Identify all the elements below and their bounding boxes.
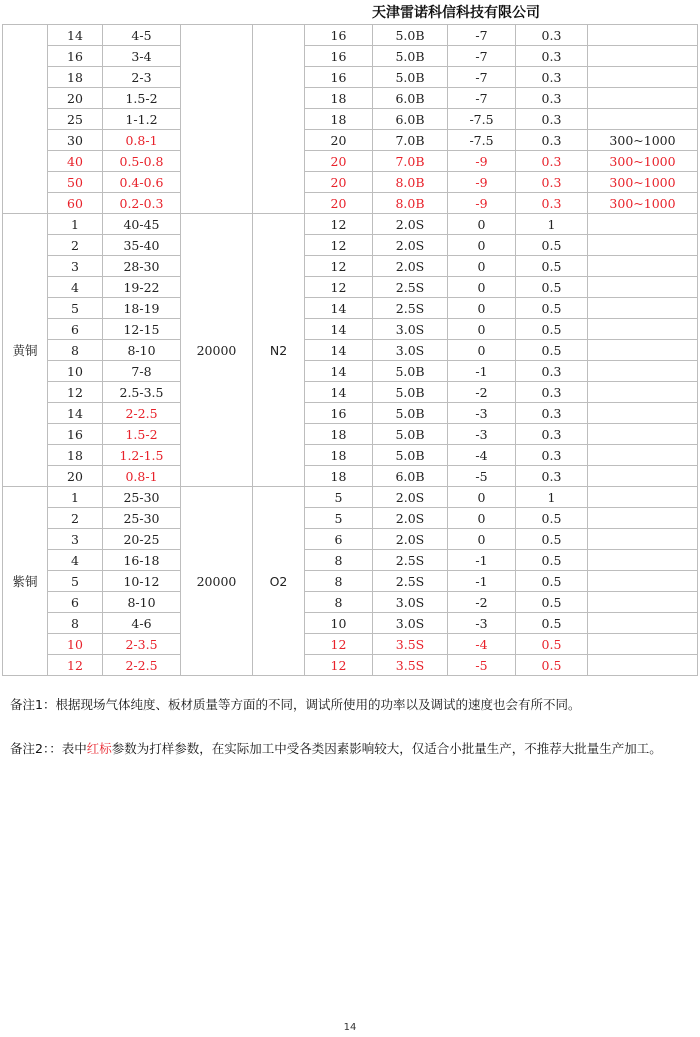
focal-length-cell: 18 [305,466,373,487]
focal-length-cell: 20 [305,172,373,193]
height-cell: 0.3 [516,172,588,193]
thickness-cell: 50 [48,172,103,193]
frequency-cell [588,109,698,130]
speed-cell: 3-4 [103,46,181,67]
thickness-cell: 1 [48,487,103,508]
focal-length-cell: 14 [305,340,373,361]
speed-cell: 10-12 [103,571,181,592]
table-row [3,571,698,592]
focal-length-cell: 16 [305,46,373,67]
height-cell: 0.5 [516,235,588,256]
nozzle-cell: 8.0B [373,172,448,193]
frequency-cell [588,571,698,592]
height-cell: 0.3 [516,130,588,151]
height-cell: 0.5 [516,508,588,529]
thickness-cell: 16 [48,46,103,67]
frequency-cell [588,319,698,340]
laser-power-cell: 20000 [181,214,253,487]
frequency-cell [588,25,698,46]
height-cell: 0.3 [516,466,588,487]
table-row [3,256,698,277]
thickness-cell: 16 [48,424,103,445]
table-row [3,235,698,256]
table-row [3,634,698,655]
table-row [3,529,698,550]
height-cell: 0.5 [516,634,588,655]
height-cell: 0.5 [516,319,588,340]
frequency-cell [588,277,698,298]
nozzle-cell: 5.0B [373,403,448,424]
table-row [3,214,698,235]
speed-cell: 35-40 [103,235,181,256]
focus-cell: 0 [448,214,516,235]
nozzle-cell: 6.0B [373,109,448,130]
thickness-cell: 12 [48,382,103,403]
frequency-cell [588,382,698,403]
height-cell: 1 [516,487,588,508]
thickness-cell: 18 [48,67,103,88]
speed-cell: 1-1.2 [103,109,181,130]
nozzle-cell: 3.0S [373,613,448,634]
height-cell: 0.5 [516,277,588,298]
frequency-cell: 300~1000 [588,130,698,151]
nozzle-cell: 2.5S [373,298,448,319]
focus-cell: -7 [448,46,516,67]
focus-cell: -9 [448,193,516,214]
height-cell: 0.3 [516,88,588,109]
material-cell [3,25,48,214]
frequency-cell [588,256,698,277]
table-row [3,130,698,151]
focal-length-cell: 20 [305,130,373,151]
note-2-suffix: 参数为打样参数，在实际加工中受各类因素影响较大，仅适合小批量生产，不推荐大批量生产加工。 [111,741,662,756]
nozzle-cell: 8.0B [373,193,448,214]
table-row [3,193,698,214]
focus-cell: 0 [448,277,516,298]
speed-cell: 19-22 [103,277,181,298]
cutting-parameter-table [2,24,698,676]
focus-cell: -4 [448,634,516,655]
frequency-cell [588,445,698,466]
height-cell: 0.3 [516,382,588,403]
thickness-cell: 18 [48,445,103,466]
speed-cell: 1.2-1.5 [103,445,181,466]
height-cell: 0.3 [516,193,588,214]
nozzle-cell: 5.0B [373,382,448,403]
frequency-cell [588,46,698,67]
table-row [3,151,698,172]
gas-cell [253,25,305,214]
thickness-cell: 40 [48,151,103,172]
height-cell: 0.5 [516,655,588,676]
focus-cell: 0 [448,529,516,550]
nozzle-cell: 2.5S [373,277,448,298]
material-cell: 紫铜 [3,487,48,676]
nozzle-cell: 3.0S [373,592,448,613]
table-row [3,445,698,466]
thickness-cell: 8 [48,340,103,361]
gas-cell: O2 [253,487,305,676]
focus-cell: -2 [448,382,516,403]
focal-length-cell: 14 [305,361,373,382]
speed-cell: 28-30 [103,256,181,277]
nozzle-cell: 5.0B [373,445,448,466]
focal-length-cell: 5 [305,508,373,529]
nozzle-cell: 7.0B [373,151,448,172]
focus-cell: -7 [448,25,516,46]
height-cell: 0.5 [516,529,588,550]
table-row [3,508,698,529]
frequency-cell [588,466,698,487]
thickness-cell: 5 [48,571,103,592]
focus-cell: -1 [448,550,516,571]
speed-cell: 2-2.5 [103,403,181,424]
focal-length-cell: 14 [305,298,373,319]
page-number: 14 [343,1022,357,1033]
table-row [3,361,698,382]
table-row [3,88,698,109]
focal-length-cell: 14 [305,382,373,403]
height-cell: 0.5 [516,340,588,361]
focal-length-cell: 10 [305,613,373,634]
focus-cell: -5 [448,655,516,676]
height-cell: 0.3 [516,67,588,88]
thickness-cell: 6 [48,592,103,613]
focal-length-cell: 6 [305,529,373,550]
focus-cell: 0 [448,256,516,277]
height-cell: 0.5 [516,571,588,592]
thickness-cell: 20 [48,466,103,487]
thickness-cell: 10 [48,361,103,382]
thickness-cell: 25 [48,109,103,130]
table-row [3,382,698,403]
speed-cell: 16-18 [103,550,181,571]
nozzle-cell: 5.0B [373,67,448,88]
table-row [3,466,698,487]
frequency-cell: 300~1000 [588,172,698,193]
table-row [3,487,698,508]
table-row [3,655,698,676]
focal-length-cell: 12 [305,256,373,277]
height-cell: 0.3 [516,46,588,67]
nozzle-cell: 2.5S [373,550,448,571]
focal-length-cell: 14 [305,319,373,340]
focus-cell: -3 [448,424,516,445]
focus-cell: 0 [448,487,516,508]
nozzle-cell: 6.0B [373,88,448,109]
nozzle-cell: 6.0B [373,466,448,487]
height-cell: 0.3 [516,424,588,445]
speed-cell: 18-19 [103,298,181,319]
focus-cell: 0 [448,340,516,361]
speed-cell: 0.5-0.8 [103,151,181,172]
speed-cell: 40-45 [103,214,181,235]
speed-cell: 7-8 [103,361,181,382]
table-row [3,550,698,571]
focus-cell: -7.5 [448,130,516,151]
frequency-cell: 300~1000 [588,193,698,214]
speed-cell: 2-3 [103,67,181,88]
frequency-cell [588,298,698,319]
nozzle-cell: 2.5S [373,571,448,592]
nozzle-cell: 3.5S [373,634,448,655]
table-row [3,172,698,193]
focal-length-cell: 8 [305,550,373,571]
thickness-cell: 5 [48,298,103,319]
height-cell: 0.3 [516,445,588,466]
frequency-cell [588,403,698,424]
frequency-cell [588,67,698,88]
gas-cell: N2 [253,214,305,487]
focus-cell: -4 [448,445,516,466]
speed-cell: 8-10 [103,340,181,361]
thickness-cell: 4 [48,550,103,571]
nozzle-cell: 5.0B [373,424,448,445]
focal-length-cell: 20 [305,151,373,172]
laser-power-cell: 20000 [181,487,253,676]
focal-length-cell: 12 [305,655,373,676]
frequency-cell [588,529,698,550]
company-name: 天津雷诺科信科技有限公司 [372,5,540,21]
speed-cell: 20-25 [103,529,181,550]
focus-cell: -7.5 [448,109,516,130]
focus-cell: -9 [448,151,516,172]
height-cell: 0.3 [516,403,588,424]
thickness-cell: 2 [48,508,103,529]
nozzle-cell: 5.0B [373,46,448,67]
focus-cell: -3 [448,403,516,424]
frequency-cell [588,613,698,634]
focal-length-cell: 12 [305,235,373,256]
focal-length-cell: 20 [305,193,373,214]
height-cell: 0.5 [516,550,588,571]
height-cell: 0.3 [516,361,588,382]
speed-cell: 4-6 [103,613,181,634]
nozzle-cell: 5.0B [373,25,448,46]
height-cell: 0.3 [516,109,588,130]
thickness-cell: 3 [48,256,103,277]
focal-length-cell: 12 [305,277,373,298]
frequency-cell [588,655,698,676]
focal-length-cell: 12 [305,634,373,655]
focus-cell: -1 [448,361,516,382]
nozzle-cell: 3.5S [373,655,448,676]
focus-cell: -2 [448,592,516,613]
focal-length-cell: 16 [305,67,373,88]
thickness-cell: 2 [48,235,103,256]
frequency-cell [588,88,698,109]
nozzle-cell: 2.0S [373,508,448,529]
focal-length-cell: 18 [305,445,373,466]
thickness-cell: 10 [48,634,103,655]
focal-length-cell: 12 [305,214,373,235]
focal-length-cell: 18 [305,109,373,130]
speed-cell: 25-30 [103,487,181,508]
focus-cell: -3 [448,613,516,634]
frequency-cell [588,361,698,382]
focus-cell: 0 [448,235,516,256]
nozzle-cell: 2.0S [373,214,448,235]
table-row [3,403,698,424]
note-2 [10,734,680,764]
focus-cell: -9 [448,172,516,193]
table-row [3,277,698,298]
thickness-cell: 6 [48,319,103,340]
nozzle-cell: 2.0S [373,487,448,508]
speed-cell: 4-5 [103,25,181,46]
speed-cell: 1.5-2 [103,424,181,445]
frequency-cell [588,214,698,235]
thickness-cell: 20 [48,88,103,109]
focus-cell: 0 [448,508,516,529]
speed-cell: 2-3.5 [103,634,181,655]
focal-length-cell: 16 [305,25,373,46]
focal-length-cell: 18 [305,424,373,445]
focal-length-cell: 16 [305,403,373,424]
height-cell: 0.5 [516,256,588,277]
speed-cell: 25-30 [103,508,181,529]
table-row [3,613,698,634]
note-2-red-mark: 红标 [86,741,112,756]
thickness-cell: 12 [48,655,103,676]
nozzle-cell: 2.0S [373,256,448,277]
thickness-cell: 1 [48,214,103,235]
speed-cell: 1.5-2 [103,88,181,109]
thickness-cell: 30 [48,130,103,151]
height-cell: 1 [516,214,588,235]
speed-cell: 12-15 [103,319,181,340]
thickness-cell: 60 [48,193,103,214]
speed-cell: 8-10 [103,592,181,613]
focus-cell: -7 [448,88,516,109]
table-row [3,298,698,319]
frequency-cell [588,550,698,571]
speed-cell: 0.2-0.3 [103,193,181,214]
focal-length-cell: 8 [305,571,373,592]
focal-length-cell: 5 [305,487,373,508]
speed-cell: 2.5-3.5 [103,382,181,403]
thickness-cell: 8 [48,613,103,634]
height-cell: 0.5 [516,613,588,634]
nozzle-cell: 3.0S [373,319,448,340]
thickness-cell: 3 [48,529,103,550]
speed-cell: 0.4-0.6 [103,172,181,193]
frequency-cell [588,235,698,256]
thickness-cell: 14 [48,403,103,424]
focus-cell: 0 [448,298,516,319]
nozzle-cell: 2.0S [373,235,448,256]
speed-cell: 0.8-1 [103,466,181,487]
focal-length-cell: 8 [305,592,373,613]
thickness-cell: 4 [48,277,103,298]
nozzle-cell: 3.0S [373,340,448,361]
table-row [3,46,698,67]
table-row [3,592,698,613]
height-cell: 0.5 [516,592,588,613]
height-cell: 0.3 [516,25,588,46]
nozzle-cell: 7.0B [373,130,448,151]
table-row [3,340,698,361]
table-row [3,424,698,445]
frequency-cell [588,508,698,529]
frequency-cell [588,487,698,508]
focus-cell: -7 [448,67,516,88]
height-cell: 0.5 [516,298,588,319]
note-2-prefix: 备注2：：表中 [10,741,87,756]
frequency-cell [588,424,698,445]
table-row [3,67,698,88]
note-1: 备注1：根据现场气体纯度、板材质量等方面的不同，调试所使用的功率以及调试的速度也会有所不同。 [10,697,581,712]
thickness-cell: 14 [48,25,103,46]
table-row [3,319,698,340]
frequency-cell [588,634,698,655]
material-cell: 黄铜 [3,214,48,487]
focus-cell: -1 [448,571,516,592]
nozzle-cell: 5.0B [373,361,448,382]
focus-cell: 0 [448,319,516,340]
laser-power-cell [181,25,253,214]
frequency-cell [588,340,698,361]
height-cell: 0.3 [516,151,588,172]
frequency-cell: 300~1000 [588,151,698,172]
focal-length-cell: 18 [305,88,373,109]
speed-cell: 0.8-1 [103,130,181,151]
nozzle-cell: 2.0S [373,529,448,550]
speed-cell: 2-2.5 [103,655,181,676]
focus-cell: -5 [448,466,516,487]
frequency-cell [588,592,698,613]
table-row [3,25,698,46]
table-row [3,109,698,130]
